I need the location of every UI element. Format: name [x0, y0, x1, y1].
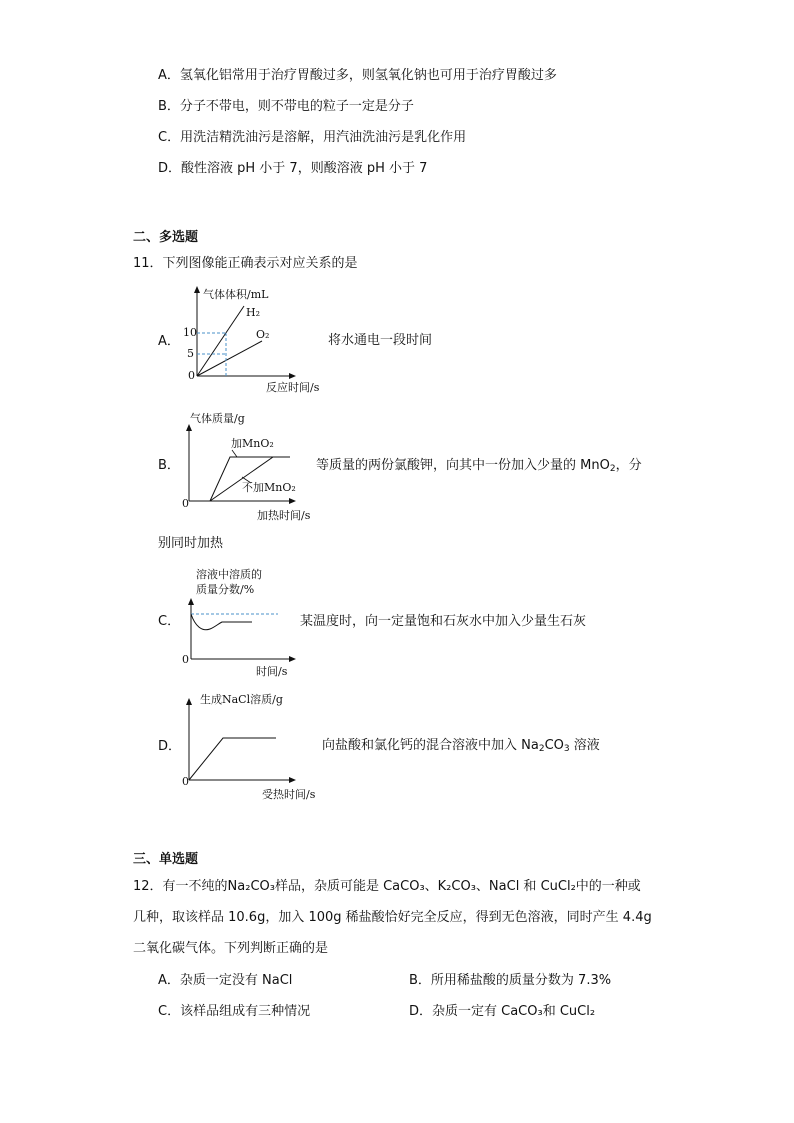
q11-a-description: 将水通电一段时间	[328, 333, 433, 348]
chart-c-line	[191, 614, 252, 630]
q11-stem: 11．下列图像能正确表示对应关系的是	[133, 256, 358, 271]
q11-b-description-continued: 别同时加热	[158, 536, 224, 551]
chart-a-line-h2	[197, 306, 244, 376]
q11-b-description	[316, 458, 642, 474]
q11-b-desc-sub: 2	[609, 464, 616, 474]
chart-c-origin: 0	[182, 653, 189, 666]
q11-d-desc-pre: 向盐酸和氯化钙的混合溶液中加入 Na	[322, 738, 539, 753]
chart-a-ytick-5: 5	[187, 347, 194, 360]
q11-d-description	[322, 738, 600, 754]
q12-option-d: D．杂质一定有 CaCO₃和 CuCl₂	[409, 1004, 596, 1019]
q11-d-desc-sub1: 2	[538, 744, 545, 754]
chart-a-xlabel: 反应时间/s	[266, 381, 320, 394]
q12-line-1: 12．有一不纯的Na₂CO₃样品，杂质可能是 CaCO₃、K₂CO₃、NaCl 和 CuCl₂中的一种或	[133, 879, 641, 894]
q11-b-label: B．	[158, 458, 180, 473]
chart-c-ylabel-2: 质量分数/%	[196, 583, 255, 596]
q10-option-b: B．分子不带电，则不带电的粒子一定是分子	[158, 99, 414, 114]
chart-a-legend-o2: O₂	[256, 328, 270, 341]
q10-option-c: C．用洗洁精洗油污是溶解，用汽油洗油污是乳化作用	[158, 130, 467, 145]
q10-option-a: A．氢氧化铝常用于治疗胃酸过多，则氢氧化钠也可用于治疗胃酸过多	[158, 68, 557, 83]
section-title-single-choice: 三、单选题	[133, 852, 199, 867]
q12-line-3: 二氧化碳气体。下列判断正确的是	[133, 941, 329, 956]
q11-b-desc-pre: 等质量的两份氯酸钾，向其中一份加入少量的 MnO	[316, 458, 610, 473]
chart-d-ylabel: 生成NaCl溶质/g	[200, 693, 283, 706]
chart-b-origin: 0	[182, 497, 189, 510]
chart-b-leader-with	[232, 450, 237, 457]
chart-b-ylabel: 气体质量/g	[190, 412, 245, 425]
q11-d-desc-mid: CO	[544, 738, 564, 753]
chart-b-x-arrow	[289, 498, 296, 504]
chart-c-xlabel: 时间/s	[256, 665, 288, 678]
q12-option-b: B．所用稀盐酸的质量分数为 7.3%	[409, 973, 612, 988]
chart-b-legend-with-mno2: 加MnO₂	[231, 437, 274, 450]
q11-d-desc-sub2: 3	[563, 744, 570, 754]
chart-a-ylabel: 气体体积/mL	[203, 288, 269, 301]
chart-c-x-arrow	[289, 656, 296, 662]
q11-d-desc-post: 溶液	[569, 738, 600, 753]
chart-a-x-arrow	[289, 373, 296, 379]
q12-option-a: A．杂质一定没有 NaCl	[158, 973, 293, 988]
q12-option-c: C．该样品组成有三种情况	[158, 1004, 311, 1019]
chart-d-y-arrow	[186, 698, 192, 705]
chart-d-x-arrow	[289, 777, 296, 783]
chart-d-origin: 0	[182, 775, 189, 788]
chart-a-line-o2	[197, 341, 262, 376]
q11-a-label: A．	[158, 334, 180, 349]
chart-a-y-arrow	[194, 286, 200, 293]
chart-c-y-arrow	[188, 598, 194, 605]
chart-c-ylabel-1: 溶液中溶质的	[196, 568, 262, 581]
chart-d-xlabel: 受热时间/s	[262, 788, 316, 801]
chart-a-ytick-10: 10	[183, 326, 197, 339]
q11-d-label: D．	[158, 739, 182, 754]
chart-d-line	[189, 738, 276, 780]
q11-c-label: C．	[158, 614, 181, 629]
section-title-multiple-choice: 二、多选题	[133, 230, 199, 245]
q10-option-d: D．酸性溶液 pH 小于 7，则酸溶液 pH 小于 7	[158, 161, 428, 176]
chart-a-ytick-0: 0	[188, 369, 195, 382]
chart-b-legend-without-mno2: 不加MnO₂	[242, 481, 296, 494]
q11-b-desc-post: ，分	[615, 458, 642, 473]
chart-a-legend-h2: H₂	[246, 306, 261, 319]
chart-b-xlabel: 加热时间/s	[257, 509, 311, 522]
q12-line-2: 几种，取该样品 10.6g，加入 100g 稀盐酸恰好完全反应，得到无色溶液，同时产生 4.4g	[133, 910, 652, 925]
q11-c-description: 某温度时，向一定量饱和石灰水中加入少量生石灰	[300, 614, 587, 629]
